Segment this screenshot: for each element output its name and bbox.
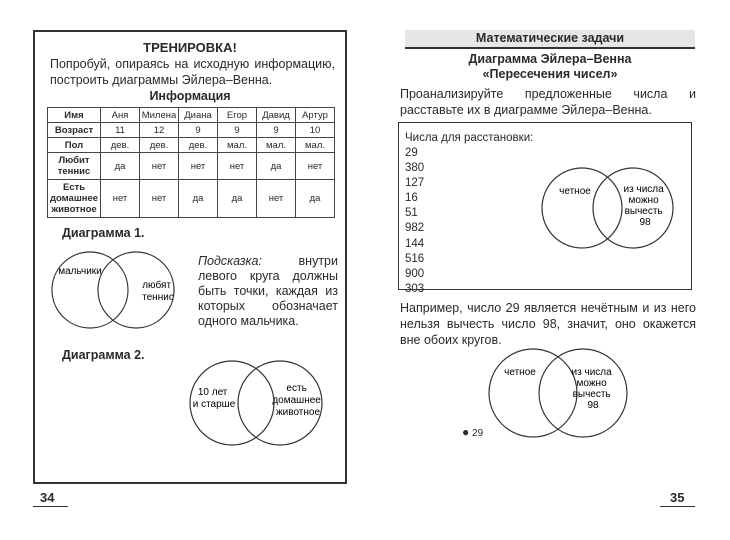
section-subtitle [405,52,695,82]
table-cell: Артур [296,108,335,123]
venn-label-subtract-line1: из числа [571,367,612,378]
venn-label-subtract-line3: вычесть [572,389,611,400]
subtitle-line-2: «Пересечения чисел» [482,67,618,81]
table-cell: нет [218,153,257,180]
table-cell: да [296,180,335,218]
table-cell: да [218,180,257,218]
table-row [48,108,335,123]
numbers-label: Числа для расстановки: [405,132,534,144]
table-cell: 9 [257,123,296,138]
table-cell: Диана [179,108,218,123]
table-cell: да [101,153,140,180]
example-point [462,425,483,439]
hint-text [198,254,338,329]
table-cell: 11 [101,123,140,138]
example-point-label: 29 [472,428,484,439]
table-cell: нет [257,180,296,218]
venn-diagram-box [535,160,685,260]
table-row-header: Пол [48,138,101,153]
table-cell: дев. [179,138,218,153]
table-row-header: Есть домашнее животное [48,180,101,218]
table-cell: Давид [257,108,296,123]
venn-diagram-2 [180,355,340,455]
list-item: 303 [405,282,425,295]
table-cell: 9 [179,123,218,138]
table-row-header: Имя [48,108,101,123]
table-row [48,123,335,138]
venn-label-subtract-line4: 98 [587,400,599,411]
venn-label-subtract-line2: можно [576,378,607,389]
hint-body: внутри левого круга должны быть точки, каждая из которых обозначает одного мальчика. [198,254,338,328]
page-number-left: 34 [40,490,55,505]
table-cell: нет [140,153,179,180]
table-cell: 12 [140,123,179,138]
table-cell: дев. [101,138,140,153]
page-number-underline [33,506,68,507]
venn-diagram-example [475,345,645,445]
table-cell: мал. [296,138,335,153]
point-dot-icon: ● [462,425,470,439]
venn-circle-left [542,168,622,248]
diagram-2-title: Диаграмма 2. [62,348,145,362]
table-cell: нет [296,153,335,180]
list-item: 982 [405,222,425,235]
table-row [48,138,335,153]
venn-diagram-1 [40,245,200,345]
list-item: 51 [405,207,418,220]
venn-label-subtract-line1: из числа [623,184,664,195]
table-cell: дев. [140,138,179,153]
table-cell: да [257,153,296,180]
table-cell: нет [101,180,140,218]
venn-label-pet-line1: есть [286,383,307,394]
table-cell: Аня [101,108,140,123]
venn-label-subtract-line2: можно [628,195,659,206]
intro-text: Попробуй, опираясь на исходную информацию, построить диаграммы Эйлера–Венна. [50,57,335,87]
info-title: Информация [149,89,231,103]
venn-label-subtract [624,184,667,228]
venn-label-subtract [572,367,615,411]
table-cell: нет [179,153,218,180]
venn-label-subtract-line4: 98 [639,217,651,228]
info-table [47,107,335,218]
venn-label-age-line2: и старше [192,399,236,410]
venn-label-tennis-line1: любят [142,280,172,291]
venn-circle-left [52,252,128,328]
table-cell: мал. [257,138,296,153]
hint-label: Подсказка: [198,254,262,268]
venn-label-age [193,387,236,410]
venn-label-boys: мальчики [58,266,102,277]
table-row [48,180,335,218]
list-item: 516 [405,252,425,265]
page-number-underline [660,506,695,507]
table-row-header: Возраст [48,123,101,138]
table-cell: 10 [296,123,335,138]
venn-label-tennis [142,279,174,303]
training-title: ТРЕНИРОВКА! [143,40,237,55]
list-item: 900 [405,267,425,280]
list-item: 144 [405,237,425,250]
venn-label-pet-line3: животное [275,407,321,418]
venn-label-even: четное [504,367,536,378]
venn-label-pet-line2: домашнее [272,395,321,406]
table-cell: да [179,180,218,218]
section-header: Математические задачи [405,30,695,49]
list-item: 380 [405,162,425,175]
table-cell: Егор [218,108,257,123]
instruction-text: Проанализируйте предложенные числа и расставьте их в диаграмме Эйлера–Венна. [400,87,696,117]
venn-label-even: четное [559,186,591,197]
table-cell: нет [140,180,179,218]
table-cell: мал. [218,138,257,153]
venn-circle-left [489,349,577,437]
table-cell: Милена [140,108,179,123]
venn-label-tennis-line2: теннис [142,292,174,303]
example-text: Например, число 29 является нечётным и из него нельзя вычесть число 98, значит, оно окажется вне обоих кругов. [400,301,696,347]
list-item: 29 [405,147,418,159]
page-number-right: 35 [670,490,685,505]
list-item: 127 [405,177,425,190]
table-row [48,153,335,180]
venn-label-pet [272,383,323,418]
venn-label-subtract-line3: вычесть [624,206,663,217]
table-row-header: Любит теннис [48,153,101,180]
subtitle-line-1: Диаграмма Эйлера–Венна [468,52,632,66]
diagram-1-title: Диаграмма 1. [62,226,145,240]
list-item: 16 [405,192,418,205]
numbers-list [405,146,424,297]
table-cell: 9 [218,123,257,138]
venn-label-age-line1: 10 лет [197,387,228,398]
